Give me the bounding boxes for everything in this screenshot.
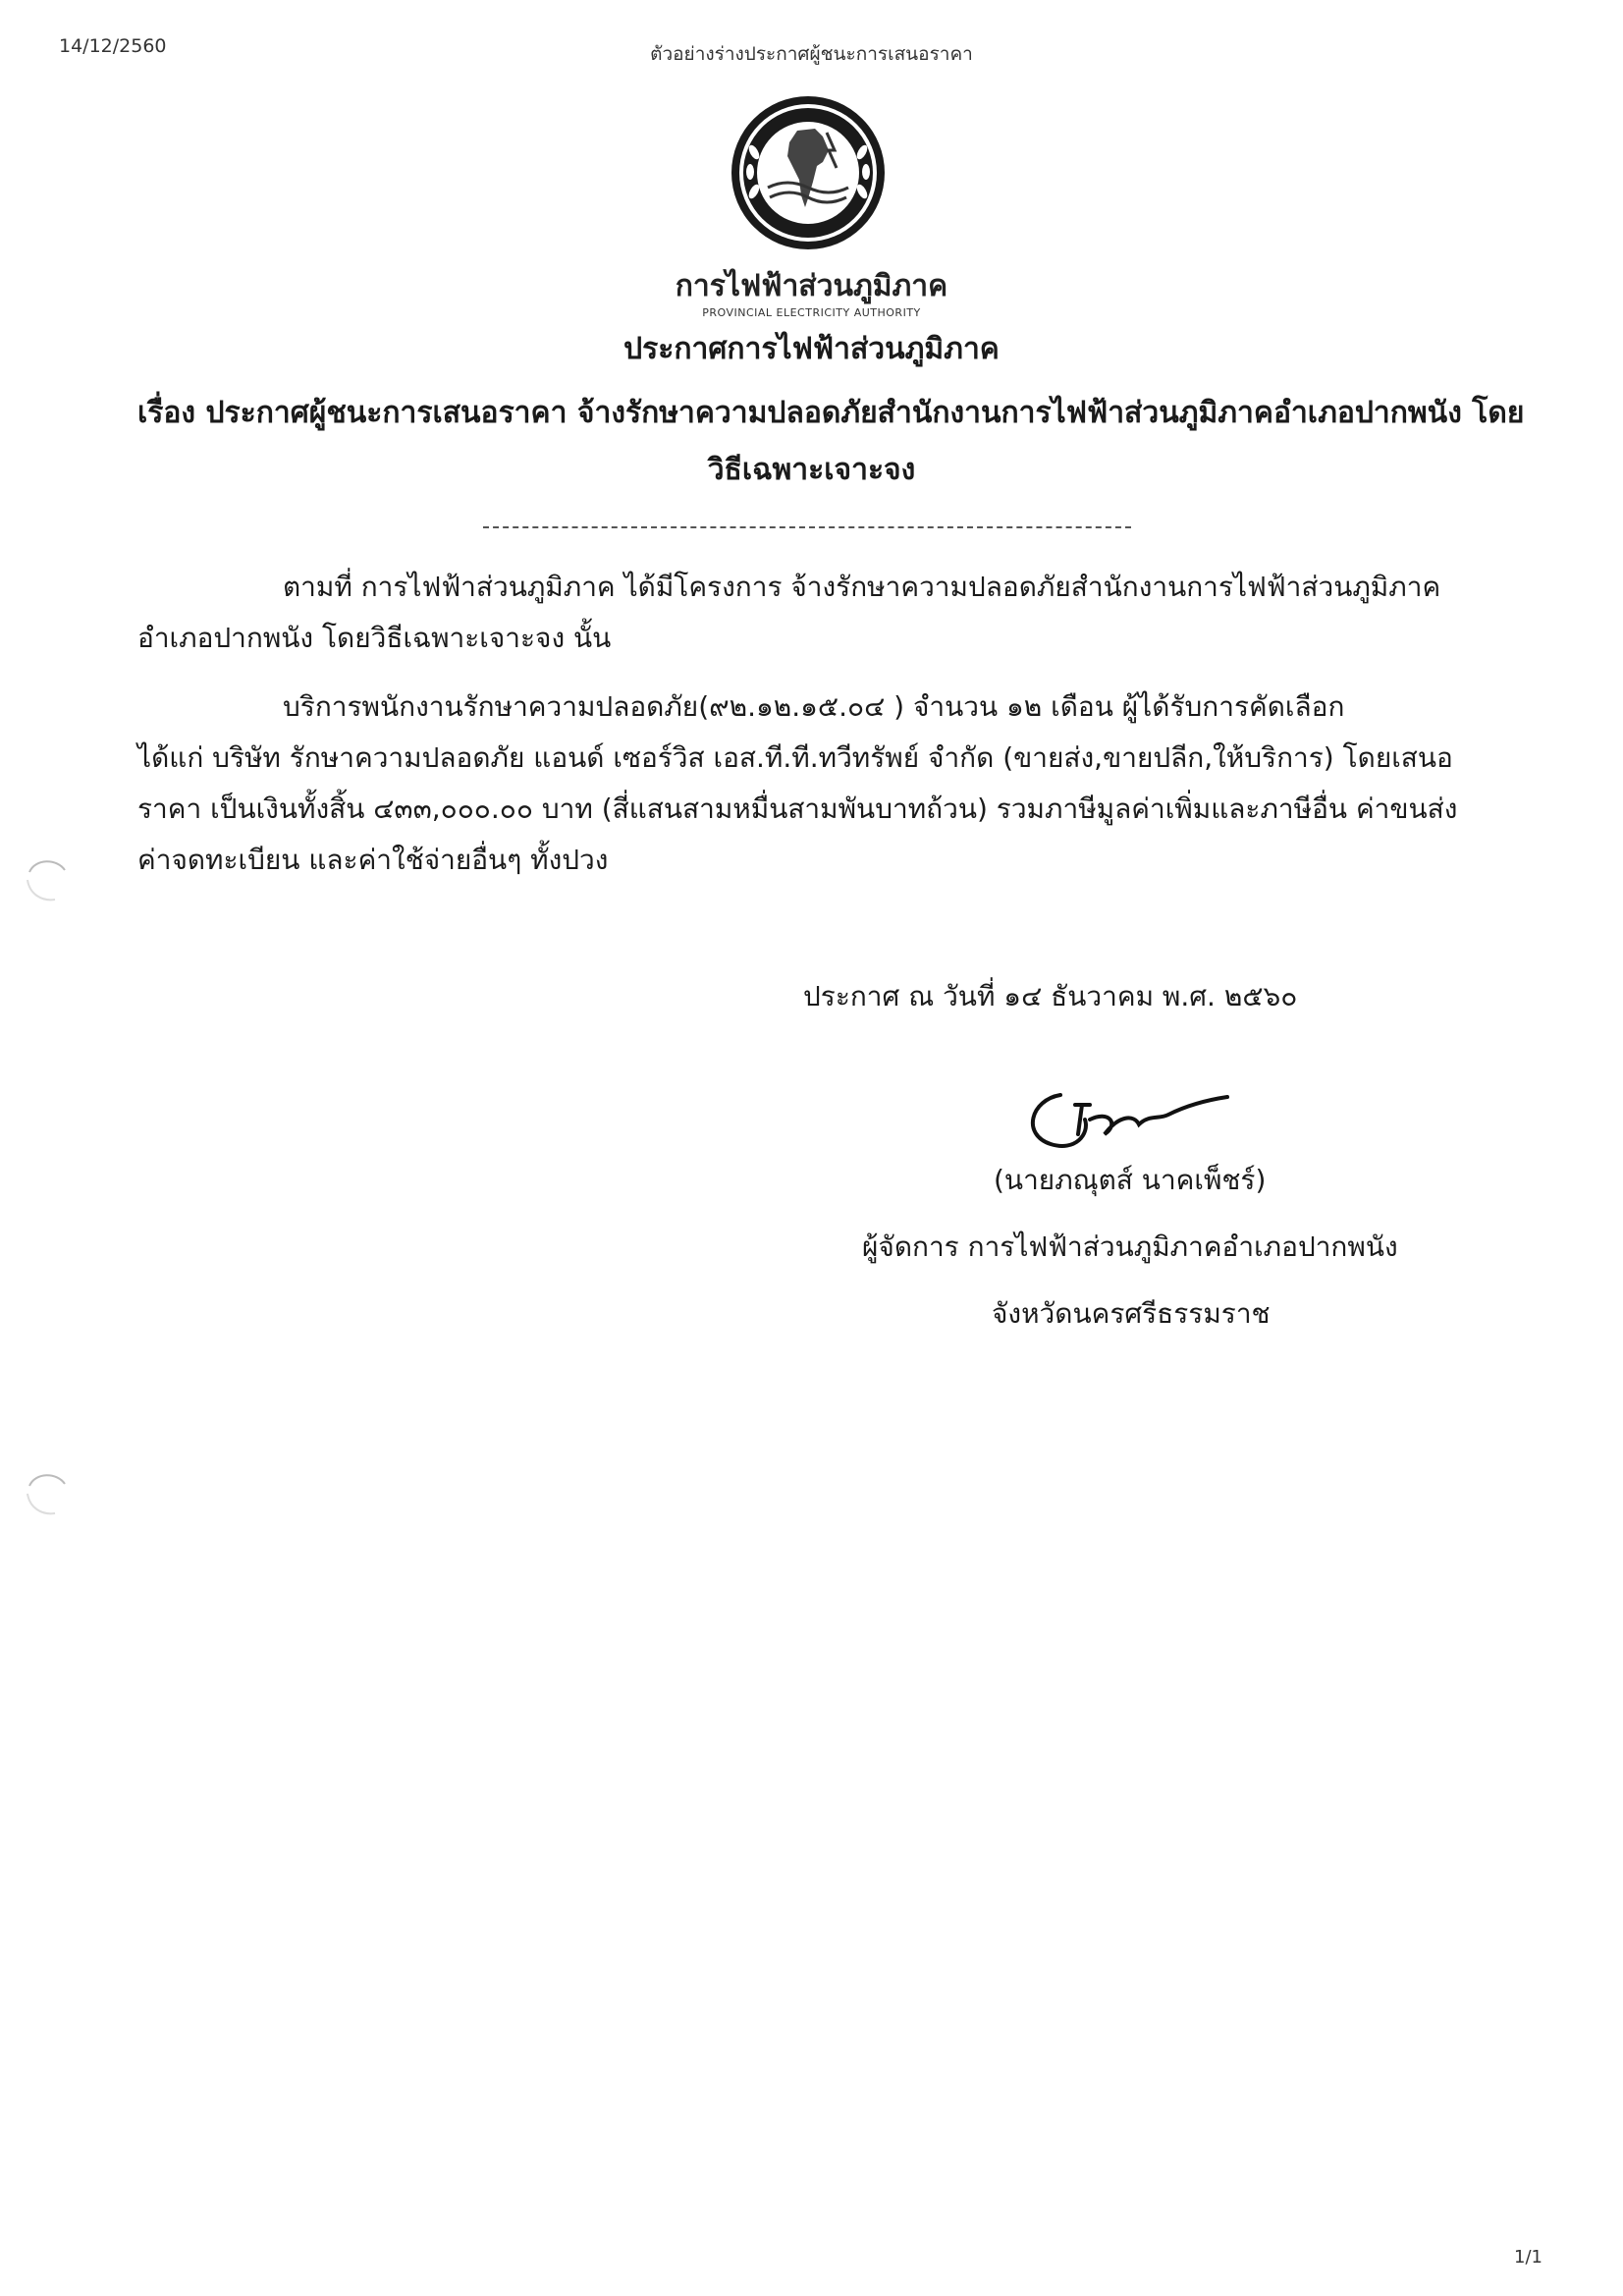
announcement-date: ประกาศ ณ วันที่ ๑๔ ธันวาคม พ.ศ. ๒๕๖๐ [803,980,1298,1012]
p1-line-2: อำเภอปากพนัง โดยวิธีเฉพาะเจาะจง นั้น [137,622,612,654]
p1-line-1: ตามที่ การไฟฟ้าส่วนภูมิภาค ได้มีโครงการ จ้างรักษาความปลอดภัยสำนักงานการไฟฟ้าส่วนภูมิภาค [283,571,1441,603]
page-number: 1/1 [1514,2247,1542,2268]
punch-hole-mark [22,854,73,905]
signer-position: ผู้จัดการ การไฟฟ้าส่วนภูมิภาคอำเภอปากพนัง [862,1230,1398,1263]
paragraph-2 [137,682,1463,886]
signer-province: จังหวัดนครศรีธรรมราช [992,1297,1271,1330]
subject-line-1: เรื่อง ประกาศผู้ชนะการเสนอราคา จ้างรักษาความปลอดภัยสำนักงานการไฟฟ้าส่วนภูมิภาคอำเภอปากพนัง โดย [137,396,1525,430]
announcement-title: ประกาศการไฟฟ้าส่วนภูมิภาค [623,332,1000,366]
p2-line-4: ค่าจดทะเบียน และค่าใช้จ่ายอื่นๆ ทั้งปวง [137,844,609,876]
p2-line-1: บริการพนักงานรักษาความปลอดภัย(๙๒.๑๒.๑๕.๐๔ ) จำนวน ๑๒ เดือน ผู้ได้รับการคัดเลือก [283,690,1345,723]
print-date: 14/12/2560 [59,35,167,57]
announcement-subject [137,385,1525,499]
p2-line-2: ได้แก่ บริษัท รักษาความปลอดภัย แอนด์ เซอร์วิส เอส.ที.ที.ทวีทรัพย์ จำกัด (ขายส่ง,ขายปลีก,ให้บริการ) โดยเสนอ [137,741,1453,774]
paragraph-1 [137,562,1463,664]
handwritten-signature [1021,1075,1247,1164]
dashed-divider [483,526,1131,528]
pea-seal-logo [729,93,888,252]
document-header-title: ตัวอย่างร่างประกาศผู้ชนะการเสนอราคา [650,43,973,65]
org-name-thai: การไฟฟ้าส่วนภูมิภาค [675,269,948,303]
org-name-english: PROVINCIAL ELECTRICITY AUTHORITY [702,306,921,319]
p2-line-3: ราคา เป็นเงินทั้งสิ้น ๔๓๓,๐๐๐.๐๐ บาท (สี่แสนสามหมื่นสามพันบาทถ้วน) รวมภาษีมูลค่าเพิ่มและภาษีอื่น ค่าขนส่ง [137,793,1458,825]
signer-name: (นายภณุตส์ นาคเพ็ชร์) [994,1164,1267,1196]
punch-hole-mark [22,1468,73,1519]
subject-line-2: วิธีเฉพาะเจาะจง [707,453,916,487]
